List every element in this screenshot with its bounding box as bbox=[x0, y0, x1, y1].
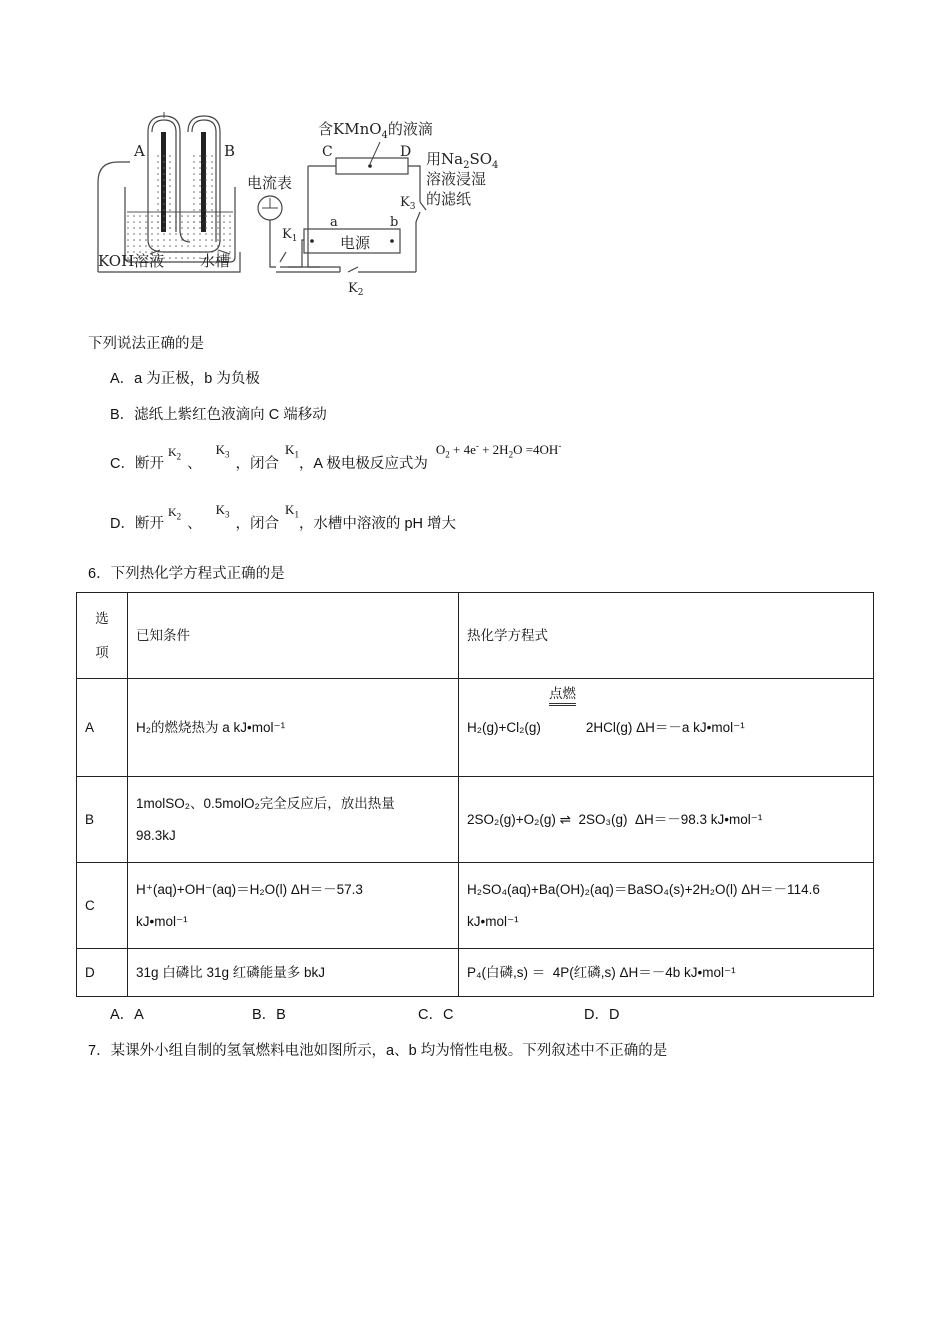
table-row bbox=[77, 863, 874, 949]
row-b-option: B bbox=[77, 777, 128, 863]
cathode-equation: $O_2 + 4e^- + 2H_2O =4OH^-$ bbox=[435, 440, 562, 460]
tank-label: 水槽 bbox=[200, 252, 231, 270]
header-option: 选 项 bbox=[77, 593, 128, 679]
k3-label: $K_3$ bbox=[400, 195, 416, 212]
table-row bbox=[77, 679, 874, 777]
q6-choice-b: B．B bbox=[252, 1007, 286, 1023]
table-header-row bbox=[77, 593, 874, 679]
row-c-option: C bbox=[77, 863, 128, 949]
q7-stem: 7．某课外小组自制的氢氧燃料电池如图所示，a、b 均为惰性电极。下列叙述中不正确的是 bbox=[88, 1043, 668, 1059]
q5-option-a: A．a 为正极，b 为负极 bbox=[110, 371, 260, 387]
row-c-condition: H⁺(aq)+OH⁻(aq)＝H₂O(l) ΔH＝－57.3 kJ•mol⁻¹ bbox=[128, 863, 459, 949]
kmno4-label: 含KMnO$_4$的液滴 bbox=[318, 120, 433, 141]
row-b-equation: 2SO₂(g)+O₂(g) ⇌ 2SO₃(g) ΔH＝－98.3 kJ•mol⁻¹ bbox=[459, 777, 874, 863]
ignition-condition: 点燃 bbox=[549, 685, 576, 706]
row-a-equation: 点燃 H₂(g)+Cl₂(g) 2HCl(g) ΔH＝－a kJ•mol⁻¹ bbox=[459, 679, 874, 777]
na2so4-label-line2: 溶液浸湿 bbox=[426, 170, 487, 188]
q5-option-c: C．断开$K_2$ 、$K_3$，闭合$K_1$，A 极电极反应式为$O_2 + 4e^- + 2H_2O =4OH^-$ bbox=[110, 440, 562, 472]
q5-option-d: D．断开$K_2$ 、$K_3$，闭合$K_1$，水槽中溶液的 pH 增大 bbox=[110, 502, 457, 532]
table-row bbox=[77, 949, 874, 997]
q5-stem: 下列说法正确的是 bbox=[88, 336, 204, 352]
label-b: b bbox=[390, 215, 399, 230]
k1-symbol: $K_1$ bbox=[285, 442, 299, 460]
q6-choice-c: C．C bbox=[418, 1007, 454, 1023]
row-d-option: D bbox=[77, 949, 128, 997]
q6-table bbox=[76, 592, 874, 997]
row-d-condition: 31g 白磷比 31g 红磷能量多 bkJ bbox=[128, 949, 459, 997]
label-D: D bbox=[400, 144, 412, 160]
header-equation: 热化学方程式 bbox=[459, 593, 874, 679]
k1-label: $K_1$ bbox=[282, 227, 298, 244]
ammeter-label: 电流表 bbox=[247, 174, 293, 192]
row-c-equation: H₂SO₄(aq)+Ba(OH)₂(aq)＝BaSO₄(s)+2H₂O(l) ΔH＝－114.6 kJ•mol⁻¹ bbox=[459, 863, 874, 949]
q6-choice-a: A．A bbox=[110, 1007, 144, 1023]
label-a: a bbox=[330, 215, 338, 230]
q6-choice-d: D．D bbox=[584, 1007, 620, 1023]
label-B: B bbox=[224, 142, 236, 160]
q6-stem: 6．下列热化学方程式正确的是 bbox=[88, 566, 285, 582]
label-A: A bbox=[134, 142, 145, 160]
q5-option-b: B．滤纸上紫红色液滴向 C 端移动 bbox=[110, 407, 327, 423]
row-a-option: A bbox=[77, 679, 128, 777]
row-b-condition: 1molSO₂、0.5molO₂完全反应后，放出热量 98.3kJ bbox=[128, 777, 459, 863]
apparatus-diagram bbox=[90, 112, 510, 307]
k3-symbol: $K_3$ bbox=[215, 442, 230, 460]
label-C: C bbox=[322, 144, 333, 160]
na2so4-label-line1: 用$Na_2SO_4$ bbox=[426, 150, 499, 171]
k2-symbol: $K_2$ bbox=[167, 445, 182, 462]
na2so4-label-line3: 的滤纸 bbox=[426, 190, 472, 208]
table-row bbox=[77, 777, 874, 863]
row-d-equation: P₄(白磷,s) ＝ 4P(红磷,s) ΔH＝－4b kJ•mol⁻¹ bbox=[459, 949, 874, 997]
row-a-condition: H₂的燃烧热为 a kJ•mol⁻¹ bbox=[128, 679, 459, 777]
power-label: 电源 bbox=[340, 234, 371, 252]
koh-label: KOH溶液 bbox=[98, 252, 165, 270]
header-condition: 已知条件 bbox=[128, 593, 459, 679]
k2-label: $K_2$ bbox=[348, 281, 364, 298]
